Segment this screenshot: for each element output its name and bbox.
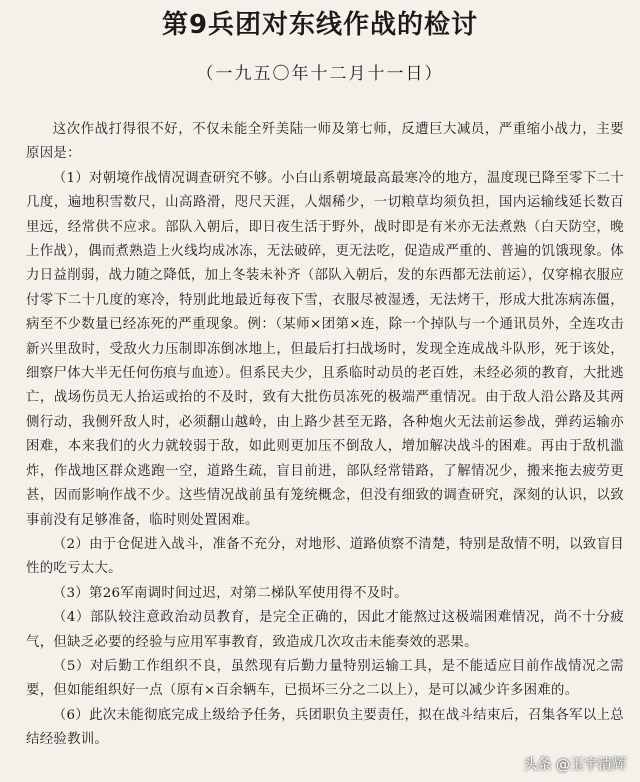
paragraph-3: （3）第26军南调时间过迟，对第二梯队军使用得不及时。	[52, 585, 408, 601]
document-date: （一九五〇年十二月十一日）	[196, 64, 444, 84]
paragraph-4: （4）部队较注意政治动员教育，是完全正确的，因此才能熬过这极端困难情况，尚不十分疲气，但缺乏必要的经验与应用军事教育，致造成几次攻击未能奏效的恶果。	[26, 610, 624, 650]
paragraph-5: （5）对后勤工作组织不良，虽然现有后勤力量特别运输工具，是不能适应目前作战情况之需要，但如能组织好一点（原有×百余辆车，已损坏三分之二以上），是可以减少许多困难的。	[26, 658, 624, 699]
intro-paragraph: 这次作战打得很不好，不仅未能全歼美陆一师及第七师，反遭巨大减员，严重缩小战力，主要原因是：	[26, 122, 624, 162]
paragraph-2: （2）由于仓促进入战斗，准备不充分，对地形、道路侦察不清楚，特别是敌情不明，以致盲目性的吃亏太大。	[26, 536, 624, 577]
document-body	[26, 118, 624, 753]
paragraph-6: （6）此次未能彻底完成上级给予任务，兵团职负主要责任，拟在战斗结束后，召集各军以上总结经验教训。	[26, 707, 624, 748]
paragraph-1: （1）对朝境作战情况调查研究不够。小白山系朝境最高最寒冷的地方，温度现已降至零下二十几度，遍地积雪数尺，山高路滑，咫尺天涯，人烟稀少，一切粮草均须负担，国内运输线延长数百里远，经常供不应求。部队入朝后，即日夜生活于野外，战时即是有米亦无法煮熟（白天防空，晚上作战），偶而煮熟造上火线均成冰冻，无法破碎，更无法吃，促造成严重的、普遍的饥饿现象。体力日益削弱，战力随之降低，加上冬装未补齐（部队入朝后，发的东西都无法前运），仅穿棉衣服应付零下二十几度的寒冷，特别此地最近每夜下雪，衣服尽被湿透，无法烤干，形成大批冻病冻僵，病至不少数量已经冻死的严重现象。例：（某师×团第×连，除一个掉队与一个通讯员外，全连攻击新兴里敌时，受敌火力压制即冻倒冰地上，但最后打扫战场时，发现全连成战斗队形，死于该处，细察尸体大半无任何伤痕与血迹）。但系民夫少，且系临时动员的老百姓，未经必须的教育，大批逃亡，战场伤员无人抬运或抬的不及时，致有大批伤员冻死的极端严重情况。由于敌人沿公路及其两侧行动，我侧歼敌人时，必须翻山越岭，由上路少甚至无路，各种炮火无法前运参战，弹药运输亦困难，本来我们的火力就较弱于敌，如此则更加压不倒敌人，增加解决战斗的困难。再由于敌机滥炸，作战地区群众逃跑一空，道路生疏，盲目前进，部队经常错路，了解情况少，搬来拖去疲劳更甚，因而影响作战不少。这些情况战前虽有笼统概念，但没有细致的调查研究，深刻的认识，以致事前没有足够准备，临时则处置困难。	[26, 170, 624, 528]
document-title: 第9兵团对东线作战的检讨	[161, 10, 479, 40]
watermark-text: 头条 @玉宇清辉	[523, 757, 626, 773]
